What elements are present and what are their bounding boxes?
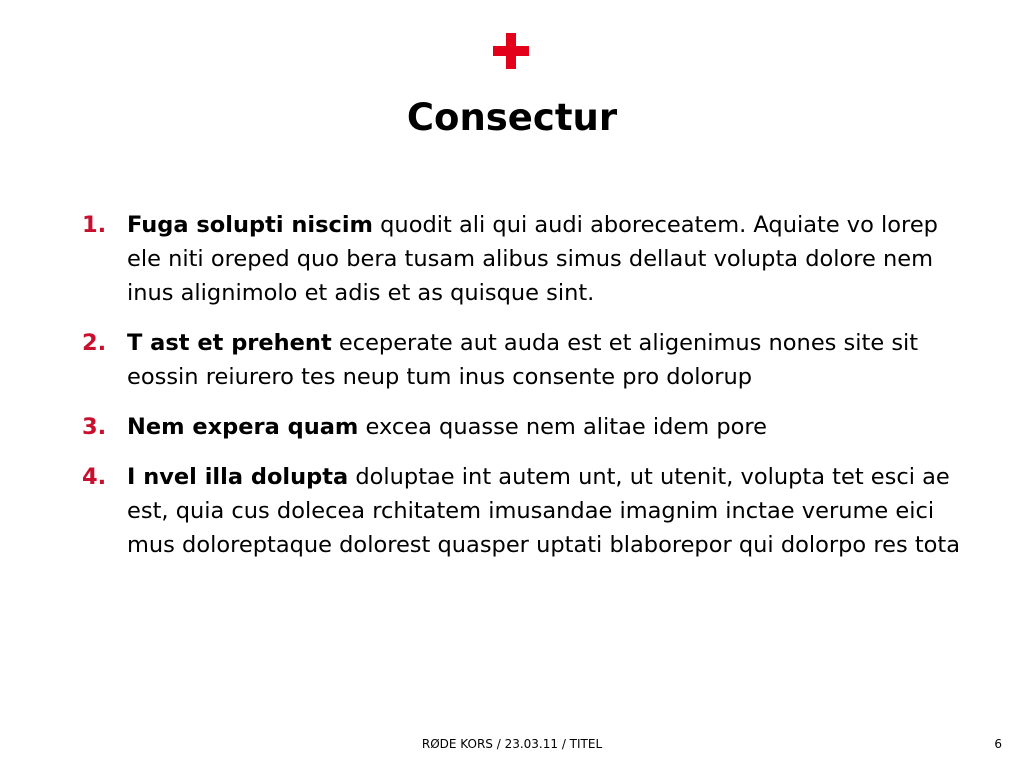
list-item-text: eceperate aut auda est et aligenimus nones site sit eossin reiurero tes neup tum inus consente pro dolorup [127,330,919,390]
list-item-text: doluptae int autem unt, ut utenit, volupta tet esci ae est, quia cus dolecea rchitatem imusandae imagnim inctae verume eici mus doloreptaque dolorest quasper uptati blaborepor qui dolorpo res tota [127,464,961,558]
list-item-4 [82,460,962,562]
red-cross-horizontal-bar [493,46,529,56]
list-item-heading: I nvel illa dolupta [127,464,349,490]
list-item-1 [82,208,962,310]
list-item-text: excea quasse nem alitae idem pore [358,414,767,440]
list-number: 4. [82,464,107,490]
red-cross-icon [493,33,529,69]
list-number: 3. [82,414,107,440]
footer-text: RØDE KORS / 23.03.11 / TITEL [421,737,603,751]
list-item-2 [82,326,962,394]
list-number: 1. [82,212,107,238]
list-item-3 [82,410,962,444]
list-item-heading: Nem expera quam [127,414,359,440]
list-item-heading: T ast et prehent [127,330,332,356]
list-item-text: quodit ali qui audi aboreceatem. Aquiate vo lorep ele niti oreped quo bera tusam alibus simus dellaut volupta dolore nem inus alignimolo et adis et as quisque sint. [127,212,938,306]
page-number: 6 [994,737,1002,751]
list-item-heading: Fuga solupti niscim [127,212,373,238]
list-number: 2. [82,330,107,356]
slide-title: Consectur [406,96,618,139]
numbered-list [82,208,962,578]
